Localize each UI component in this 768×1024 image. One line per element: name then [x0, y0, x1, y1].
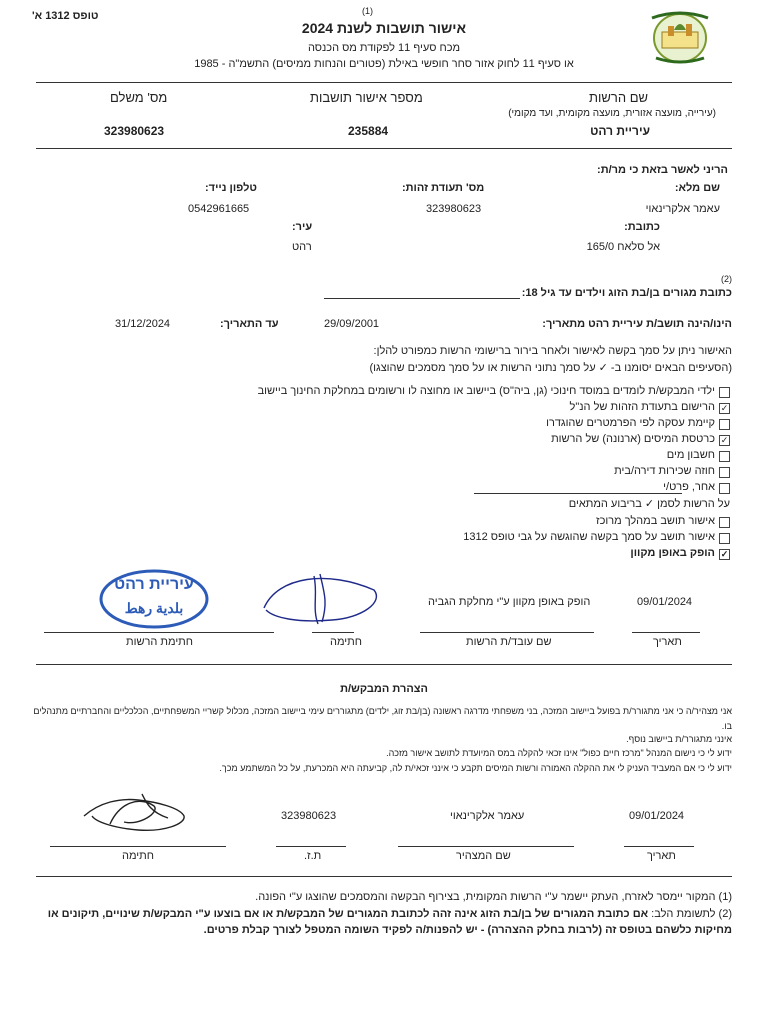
divider [36, 664, 732, 665]
checkbox-checked[interactable]: ✓ [720, 434, 729, 445]
applicant-name: עאמר אלקרינאוי [450, 810, 525, 822]
full-name-label: שם מלא: [674, 182, 720, 194]
footnote-mark-1: (1) [362, 6, 374, 16]
payer-number-label: מס' משלם [110, 90, 168, 105]
checklist-item: חשבון מים [667, 447, 730, 463]
auth-sign-label: חתימה [330, 636, 363, 648]
applicant-id: 323980623 [281, 810, 337, 822]
checkbox[interactable] [719, 467, 730, 478]
stamp-text-top: עיריית רהט [114, 576, 194, 593]
residency-label: הינו/הינה תושב/ת עיריית רהט מתאריך: [542, 318, 732, 330]
checkbox[interactable] [719, 419, 730, 430]
checklist-item: חוזה שכירות דירה/בית [614, 463, 730, 479]
cert-number-value: 235884 [348, 124, 389, 138]
city-value: רהט [292, 241, 312, 253]
applicant-id-label: ת.ז. [304, 850, 322, 862]
checkbox[interactable] [719, 533, 730, 544]
divider [36, 82, 732, 83]
applicant-id-line [276, 846, 346, 847]
applicant-date-line [624, 846, 694, 847]
basis-line-2: (הסעיפים הבאים יסומנו ב- ✓ על סמך נתוני הרשות או על סמך מסמכים שהוצגו) [369, 362, 732, 374]
form-subtitle-1: מכח סעיף 11 לפקודת מס הכנסה [307, 42, 461, 54]
declaration-title: הצהרת המבקש/ת [340, 683, 428, 695]
issue-option: ✓ הופק באופן מקוון [630, 547, 729, 559]
checkbox-checked[interactable]: ✓ [720, 402, 729, 413]
note-2-bold: אם כתובת המגורים של בן/בת הזוג אינה זהה לכתובת המגורים של המבקש/ת או אם בוצעו ע"י המבקש/ת שינויים, תיקונים או מחיקות כלשהם בטופס זה (לרבות בחלק ההצהרה) - יש להפנות/ה לפקיד השומה המטפל לצורך קבלת פרטים. [47, 908, 732, 936]
declaration-p3: ידוע לי כי נישום המנהל "מרכז חיים כפול" אינו זכאי להקלה במס המיועדת לתושב אישור מזכה. [386, 748, 732, 758]
id-number-value: 323980623 [426, 203, 482, 215]
phone-label: טלפון נייד: [205, 182, 257, 194]
form-code: טופס 1312 א' [32, 10, 99, 22]
address-label: כתובת: [624, 221, 660, 233]
residency-until: 31/12/2024 [115, 318, 171, 330]
residency-until-label: עד התאריך: [220, 318, 279, 330]
checkbox-checked[interactable]: ✓ [720, 548, 729, 559]
issue-option: אישור תושב במהלך מרוכז [596, 513, 730, 529]
applicant-name-line [398, 846, 574, 847]
basis-line-1: האישור ניתן על סמך בקשה לאישור ולאחר בירור ברישומי הרשות כמפורט להלן: [373, 345, 732, 357]
checklist-item: ילדי המבקש/ת לומדים במוסד חינוכי (גן, ביה"ס) ביישוב או מחוצה לו ורשומים במחלקת החינוך ביישוב [258, 383, 730, 399]
checkbox[interactable] [719, 451, 730, 462]
form-subtitle-2: או סעיף 11 לחוק אזור סחר חופשי באילת (פטורים והנחות ממיסים) התשמ"ה - 1985 [194, 58, 574, 70]
checkbox[interactable] [719, 483, 730, 494]
family-address-line [324, 298, 520, 299]
applicant-name-label: שם המצהיר [456, 850, 511, 862]
residency-from: 29/09/2001 [324, 318, 380, 330]
divider [36, 876, 732, 877]
authority-stamp [98, 568, 210, 630]
divider [36, 148, 732, 149]
authority-name-label: שם הרשות [589, 90, 648, 105]
applicant-date: 09/01/2024 [629, 810, 685, 822]
applicant-sign-label: חתימה [122, 850, 155, 862]
form-title: אישור תושבות לשנת 2024 [301, 20, 467, 36]
other-detail-line [474, 493, 682, 494]
note-2 [36, 906, 732, 938]
full-name-value: עאמר אלקרינאוי [645, 203, 720, 215]
footnote-mark-2: (2) [720, 274, 732, 284]
checkbox[interactable] [719, 387, 730, 398]
note-1: (1) המקור יימסר לאזרח, העתק יישמר ע"י הרשות המקומית, בצירוף הבקשה והמסמכים שהוצגו ע"י הפונה. [255, 891, 732, 903]
address-value: אל סלאח 165/0 [586, 241, 660, 253]
checklist-item: ✓ כרטסת המיסים (ארנונה) של הרשות [551, 433, 729, 445]
auth-sign-worker: הופק באופן מקוון ע"י מחלקת הגביה [428, 596, 591, 608]
auth-stamp-label: חתימת הרשות [126, 636, 194, 648]
authority-signature [258, 568, 384, 630]
declaration-p4: ידוע לי כי אם המעביד העניק לי את ההקלה האמורה ורשות המיסים תקבע כי אינני זכאי/ת לה, קביעתה היא המכרעת, על כל המשתמע מכך. [219, 763, 732, 773]
authority-mark-instruction: על הרשות לסמן ✓ בריבוע המתאים [568, 498, 730, 510]
auth-date-label: תאריך [653, 636, 682, 648]
checkbox[interactable] [719, 517, 730, 528]
phone-value: 0542961665 [188, 203, 250, 215]
worker-line [420, 632, 594, 633]
authority-name-value: עיריית רהט [590, 124, 650, 138]
authority-name-sublabel: (עירייה, מועצה אזורית, מועצה מקומית, ועד מקומי) [508, 108, 716, 119]
declaration-p2: אינני מתגורר/ת ביישוב נוסף. [626, 734, 732, 744]
date-line [632, 632, 700, 633]
note-2-prefix: (2) לתשומת הלב: [648, 908, 732, 920]
applicant-sign-line [50, 846, 226, 847]
applicant-date-label: תאריך [647, 850, 676, 862]
payer-number-value: 323980623 [104, 124, 165, 138]
family-address-label: כתובת מגורים בן/בת הזוג וילדים עד גיל 18: [521, 287, 732, 299]
cert-number-label: מספר אישור תושבות [310, 90, 423, 105]
sign-line [312, 632, 354, 633]
city-label: עיר: [292, 221, 313, 233]
issue-option: אישור תושב על סמך בקשה שהוגשה על גבי טופס 1312 [463, 529, 730, 545]
checklist-item: אחר, פרט/י [663, 479, 730, 495]
applicant-signature [80, 782, 190, 840]
stamp-text-bottom: بلدية رهط [124, 600, 184, 616]
checklist-item: קיימת עסקה לפי הפרמטרים שהוגדרו [546, 415, 730, 431]
confirm-intro: הריני לאשר בזאת כי מר/ת: [597, 164, 728, 176]
auth-worker-label: שם עובד/ת הרשות [466, 636, 552, 648]
stamp-line [44, 632, 274, 633]
declaration-p1: אני מצהיר/ה כי אני מתגורר/ת בפועל ביישוב המזכה, בני משפחתי מדרגה ראשונה (בן/בת זוג, ילדים) מתגוררים עימי ביישוב המזכה, מכלול קשריי המשפחתיים, הכלכליים והחברתיים מתנהלים בו. [33, 706, 732, 731]
auth-sign-date: 09/01/2024 [637, 596, 693, 608]
checklist-item: ✓ הרישום בתעודת הזהות של הנ"ל [569, 401, 729, 413]
id-number-label: מס' תעודת זהות: [402, 182, 485, 194]
